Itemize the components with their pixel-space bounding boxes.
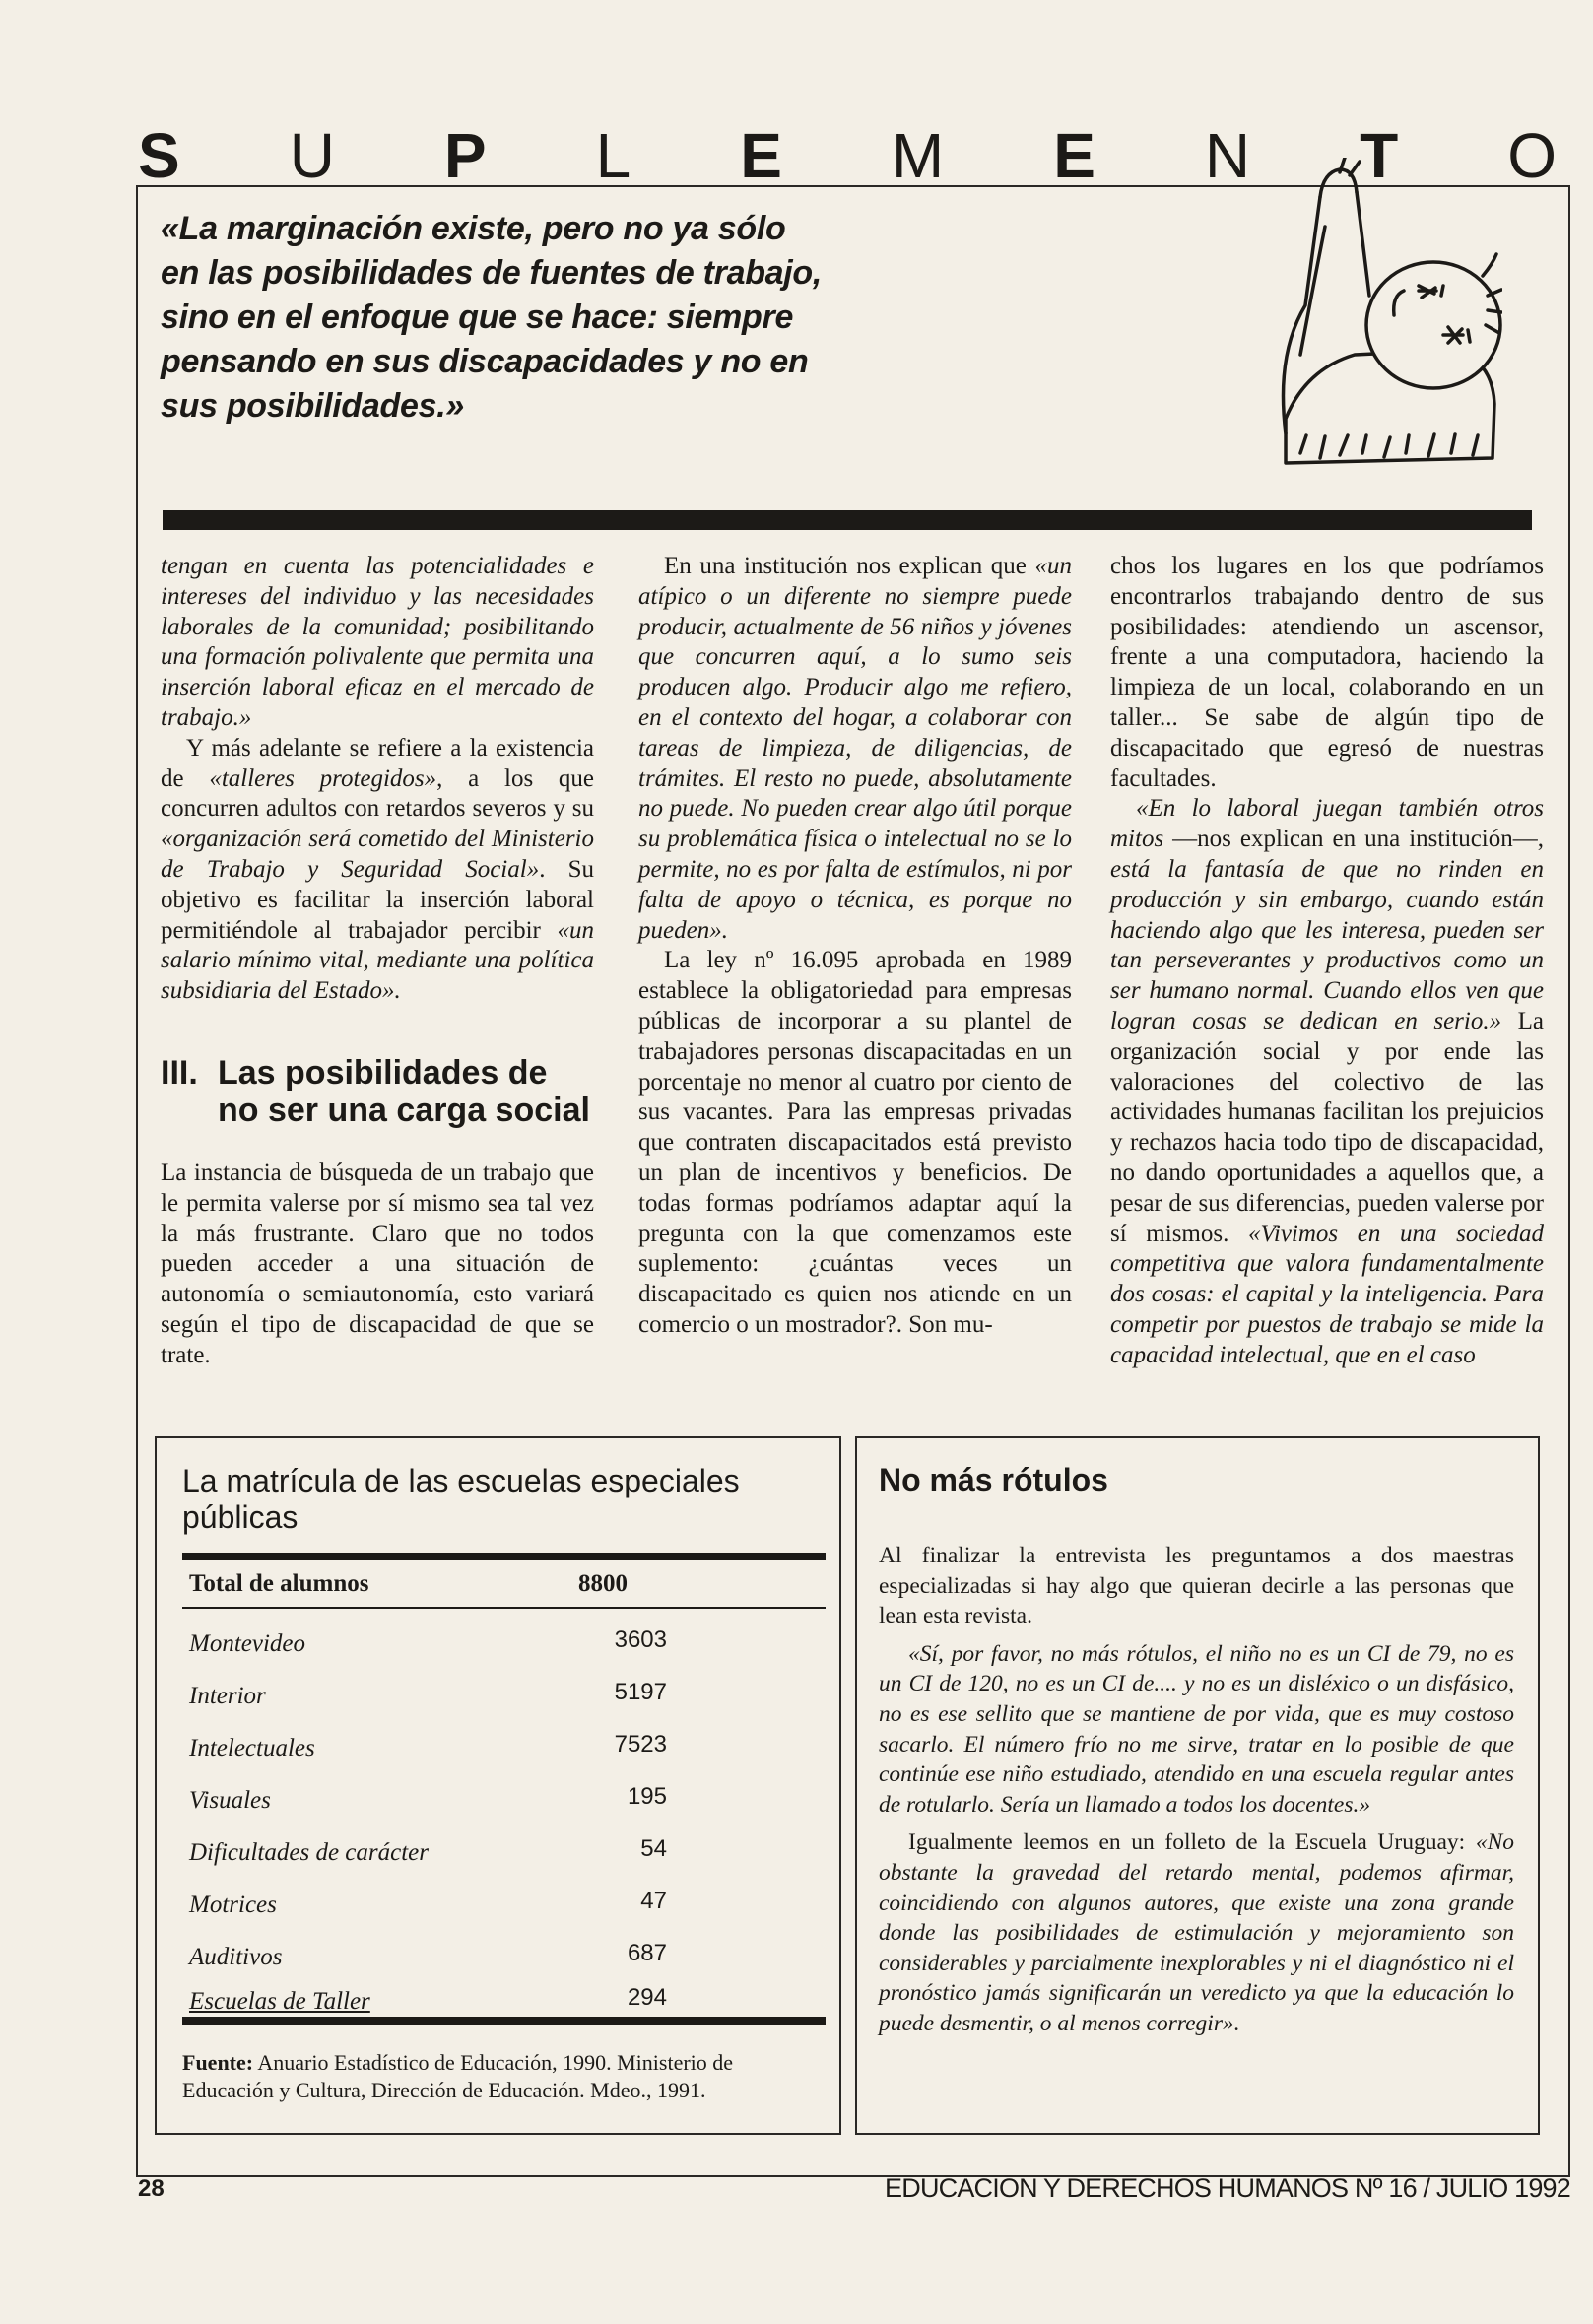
table-header xyxy=(189,1570,820,1610)
text-span: La organización social y por ende las valoraciones del colectivo de las actividades humanas facilitan los prejuicios y rechazos hacia todo tipo de discapacidad, no dando oportunidades a aquellos que, a pesar de sus diferencias, pueden valerse por sí mismos. xyxy=(1110,1007,1544,1247)
section-heading-line1: Las posibilidades de xyxy=(218,1053,548,1092)
page-number: 28 xyxy=(138,2175,165,2202)
row-label: Auditivos xyxy=(189,1944,283,1970)
row-label: Escuelas de Taller xyxy=(189,1988,370,2015)
table-row xyxy=(189,1835,820,1879)
row-value: 47 xyxy=(640,1888,667,1914)
quote-span: «No obstante la gravedad del retardo mental, podemos afirmar, coincidiendo con algunos autores, que existe una zona grande donde las posibilidades de estimulación y mejoramiento son considerables y parcialmente inexplorables y ni el diagnóstico ni el pronóstico jamás significarán un veredicto ya que la educación lo puede desmentir, o al menos corregir». xyxy=(879,1829,1514,2036)
row-label: Interior xyxy=(189,1683,266,1709)
section-heading-line2: no ser una carga social xyxy=(218,1091,590,1129)
box-text xyxy=(879,1541,1514,2047)
paragraph: chos los lugares en los que podríamos encontrarlos trabajando dentro de sus posibilidades: atendiendo un ascensor, frente a una computadora, haciendo la limpieza de un local, colaborando en un taller... Se sabe de algún tipo de discapacitado que egresó de nuestras facultades. xyxy=(1110,553,1544,792)
enrollment-table-box xyxy=(155,1436,841,2135)
row-value: 3603 xyxy=(614,1627,667,1653)
table-row xyxy=(189,1783,820,1826)
row-label: Dificultades de carácter xyxy=(189,1839,429,1866)
row-label: Motrices xyxy=(189,1892,277,1918)
pull-quote: «La marginación existe, pero no ya sólo en las posibilidades de fuentes de trabajo, sino en el enfoque que se hace: siempre pensando en sus discapacidades y no en sus posibilidades.» xyxy=(161,210,823,425)
text-span: . Su objetivo es facilitar la inserción laboral permitiéndole al trabajador percibir xyxy=(161,855,594,944)
row-label: Visuales xyxy=(189,1787,271,1814)
section-number: III. xyxy=(161,1053,198,1092)
row-value: 195 xyxy=(627,1783,667,1810)
row-value: 294 xyxy=(627,1984,667,2011)
quote-span: «En lo laboral juegan también otros mitos xyxy=(1110,795,1544,853)
quote-span: está la fantasía de que no rinden en producción y sin embargo, cuando están haciendo algo que les interesa, pueden ser tan perseverantes y productivos como un ser humano normal. Cuando ellos ven que logran cosas se dedican en serio.» xyxy=(1110,855,1544,1034)
table-source xyxy=(182,2049,823,2104)
row-value: 54 xyxy=(640,1835,667,1862)
table-row xyxy=(189,1731,820,1774)
masthead-letter: L xyxy=(595,120,631,191)
table-row xyxy=(189,1627,820,1670)
text-span: Igualmente leemos en un folleto de la Escuela Uruguay: xyxy=(908,1829,1476,1856)
text-span: Y más adelante se refiere a la existencia de xyxy=(161,734,594,792)
table-rule xyxy=(182,1607,826,1609)
table-row xyxy=(189,1940,820,1983)
quote-span: «un salario mínimo vital, mediante una política subsidiaria del Estado». xyxy=(161,916,594,1005)
masthead-letter: U xyxy=(289,120,335,191)
source-label: Fuente: xyxy=(182,2050,254,2075)
masthead-letter: E xyxy=(1053,120,1095,191)
row-value: 7523 xyxy=(614,1731,667,1758)
masthead-letter: S xyxy=(138,120,180,191)
masthead-letter: N xyxy=(1204,120,1251,191)
row-label: Intelectuales xyxy=(189,1735,315,1761)
paragraph: La ley nº 16.095 aprobada en 1989 establece la obligatoriedad para empresas públicas de incorporar a su plantel de trabajadores personas discapacitadas en un porcentaje no menor al cuatro por ciento de sus vacantes. Para las empresas privadas que contraten discapacitados está previsto un plan de incentivos y beneficios. De todas formas podríamos adaptar aquí la pregunta con la que comenzamos este suplemento: ¿cuántas veces un discapacitado es quien nos atiende en un comercio o un mostrador?. Son mu- xyxy=(638,947,1072,1338)
box-title: No más rótulos xyxy=(879,1462,1108,1497)
masthead-letter: O xyxy=(1507,120,1557,191)
section-heading xyxy=(161,1054,594,1129)
table-title: La matrícula de las escuelas especiales públicas xyxy=(182,1463,740,1535)
hand-drawn-figure-illustration xyxy=(1246,158,1502,483)
masthead-letter: M xyxy=(891,120,945,191)
quote-span: «un atípico o un diferente no siempre puede producir, actualmente de 56 niños y jóvenes que concurren aquí, a lo sumo seis producen algo. Producir algo me refiero, en el contexto del hogar, a colaborar con tareas de limpieza, de diligencias, de trámites. El resto no puede, absolutamente no puede. No pueden crear algo útil porque su problemática física o intelectual no se lo permite, no es por falta de estímulos, ni por falta de apoyo o técnica, es porque no pueden». xyxy=(638,553,1072,944)
paragraph: «Sí, por favor, no más rótulos, el niño no es un CI de 79, no es un CI de 120, no es un CI de.... y no es un disléxico o un disfásico, no es ese sellito que se mantiene de por vida, que es muy costoso sacarlo. El número frío no me sirve, tratar en lo posible de que continúe ese niño estudiado, atendido en una escuela regular antes de rotularlo. Sería un llamado a todos los docentes.» xyxy=(879,1640,1514,1818)
paragraph xyxy=(638,552,1072,946)
table-row xyxy=(189,1888,820,1931)
row-value: 5197 xyxy=(614,1679,667,1705)
table-rule xyxy=(182,1553,826,1560)
row-value: 687 xyxy=(627,1940,667,1966)
publication-footer: EDUCACION Y DERECHOS HUMANOS Nº 16 / JULIO 1992 xyxy=(885,2173,1570,2203)
paragraph xyxy=(1110,794,1544,1370)
paragraph xyxy=(161,734,594,1007)
text-column-1 xyxy=(161,552,594,1371)
table-row xyxy=(189,1679,820,1722)
quote-span: «organización será cometido del Ministerio de Trabajo y Seguridad Social» xyxy=(161,826,594,883)
paragraph: Al finalizar la entrevista les preguntamos a dos maestras especializadas si hay algo que quieran decirle a las personas que lean esta revista. xyxy=(879,1543,1514,1629)
text-span: En una institución nos explican que xyxy=(664,553,1035,579)
header-value: 8800 xyxy=(578,1570,628,1597)
table-rule xyxy=(182,2017,826,2025)
masthead-letter: P xyxy=(443,120,487,191)
header-label: Total de alumnos xyxy=(189,1570,369,1597)
masthead-letter: E xyxy=(740,120,782,191)
text-column-3 xyxy=(1110,552,1544,1371)
text-span: , a los que concurren adultos con retardos severos y su xyxy=(161,764,595,823)
section-rule xyxy=(163,510,1532,530)
source-text: Anuario Estadístico de Educación, 1990. Ministerio de Educación y Cultura, Dirección de Educación. Mdeo., 1991. xyxy=(182,2050,734,2102)
row-label: Montevideo xyxy=(189,1630,306,1657)
masthead-letter: T xyxy=(1360,120,1399,191)
quote-span: «talleres protegidos» xyxy=(209,764,437,792)
paragraph: tengan en cuenta las potencialidades e intereses del individuo y las necesidades laborales de la comunidad; posibilitando una formación polivalente que permita una inserción laboral eficaz en el mercado de trabajo.» xyxy=(161,553,594,731)
text-span: —nos explican en una institución—, xyxy=(1163,826,1544,853)
paragraph: La instancia de búsqueda de un trabajo que le permita valerse por sí mismo sea tal vez la más frustrante. Claro que no todos pueden acceder a una situación de autonomía o semiautonomía, esto variará según el tipo de discapacidad de que se trate. xyxy=(161,1159,594,1368)
paragraph xyxy=(879,1827,1514,2038)
quote-span: «Vivimos en una sociedad competitiva que valora fundamentalmente dos cosas: el capital y la inteligencia. Para competir por puestos de trabajo se mide la capacidad intelectual, que en el caso xyxy=(1110,1220,1544,1368)
text-column-2 xyxy=(638,552,1072,1341)
